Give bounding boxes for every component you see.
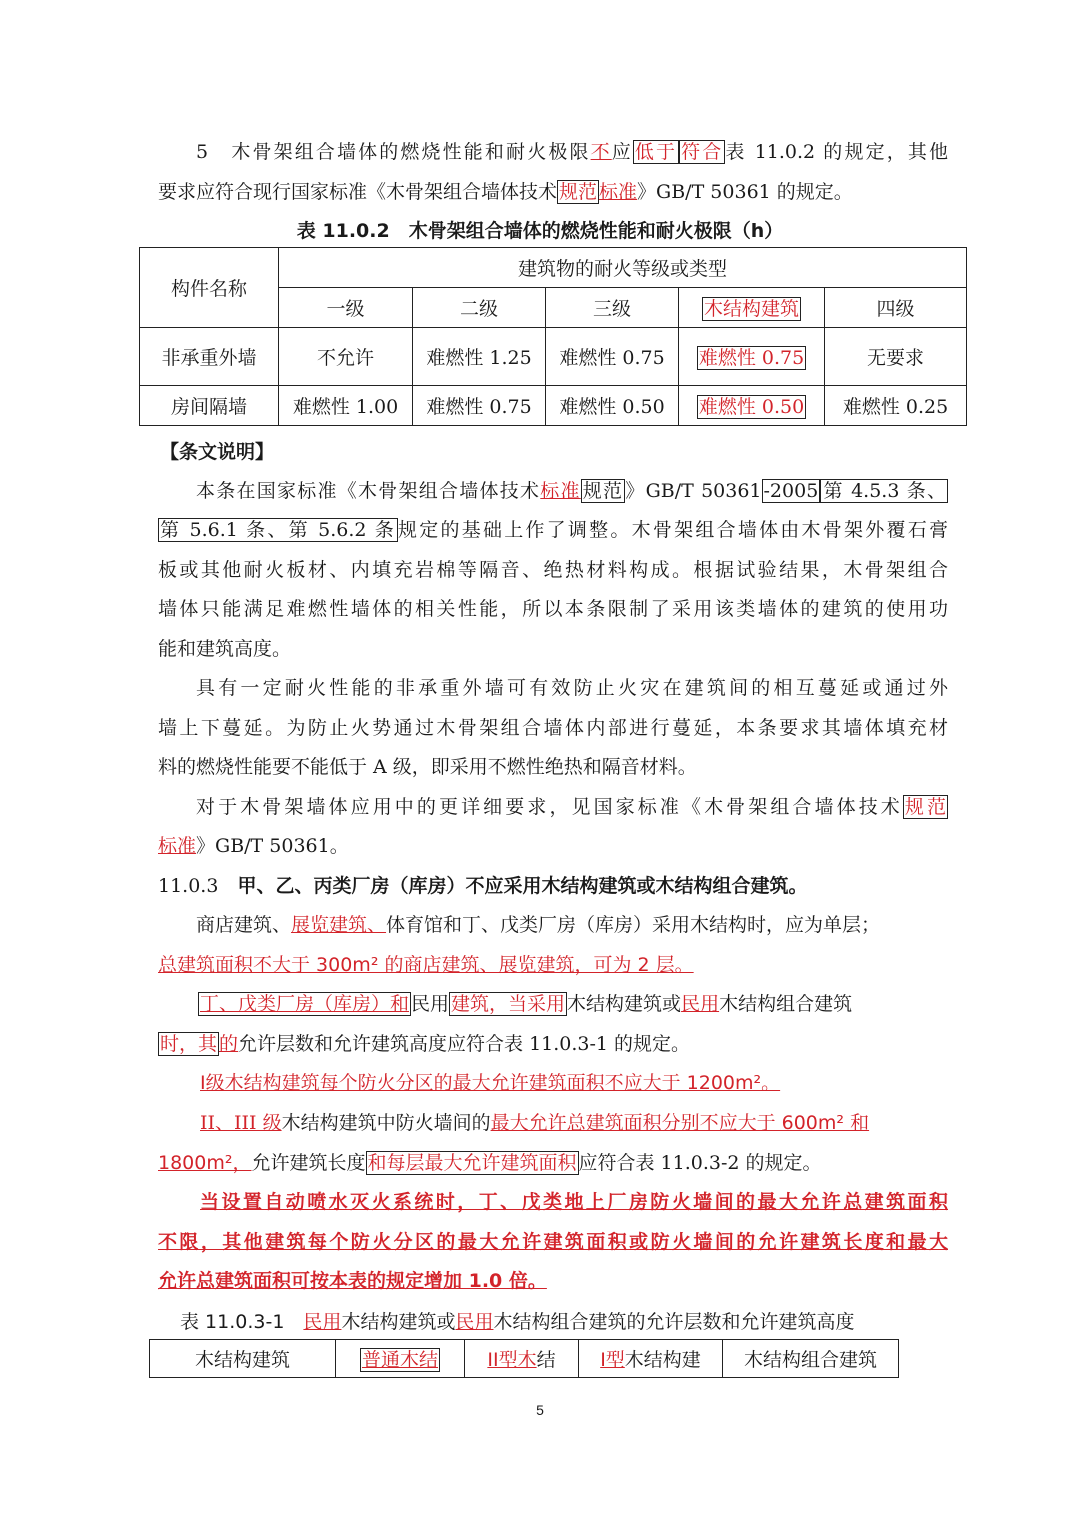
- expl-line9: 对于木骨架墙体应用中的更详细要求，见国家标准《木骨架组合墙体技术 规范: [196, 796, 946, 818]
- row-label: 非承重外墙: [140, 328, 279, 386]
- row-label: 房间隔墙: [140, 386, 279, 426]
- table-cell-highlight: 难燃性 0.50: [679, 386, 825, 426]
- column-header-highlight: 木结构建筑: [679, 288, 825, 328]
- page-number: 5: [536, 1402, 544, 1418]
- row-header-cell: 构件名称: [140, 248, 279, 328]
- boxed-inserted-text: 符合: [681, 141, 724, 163]
- table-cell: 无要求: [825, 328, 967, 386]
- clause-11-0-3-title: 11.0.3 甲、乙、丙类厂房（库房）不应采用木结构建筑或木结构组合建筑。: [158, 875, 808, 897]
- header-cell: I型木结构建: [579, 1340, 723, 1378]
- table-row: [140, 386, 967, 426]
- boxed-inserted-text: 低于: [634, 141, 678, 163]
- table-cell: 难燃性 0.25: [825, 386, 967, 426]
- header-cell: 普通木结: [336, 1340, 465, 1378]
- header-cell: 木结构组合建筑: [723, 1340, 899, 1378]
- clause-line4: 时，其 的允许层数和允许建筑高度应符合表 11.0.3-1 的规定。: [160, 1033, 691, 1055]
- clause-line9: 不限，其他建筑每个防火分区的最大允许建筑面积或防火墙间的允许建筑长度和最大: [158, 1231, 948, 1253]
- header-cell: II型木结: [465, 1340, 579, 1378]
- table-cell: 难燃性 0.75: [546, 328, 679, 386]
- table-cell: 难燃性 1.00: [279, 386, 413, 426]
- clause-line3: 丁、戊类厂房（库房）和 民用 建筑，当采用 木结构建筑或民用木结构组合建筑: [200, 993, 853, 1015]
- expl-line10: 标准》GB/T 50361。: [158, 835, 349, 857]
- table2-caption: 表 11.0.3-1 民用木结构建筑或民用木结构组合建筑的允许层数和允许建筑高度: [180, 1311, 855, 1333]
- clause-line7: 1800m²，允许建筑长度 和每层最大允许建筑面积 应符合表 11.0.3-2 的规定。: [158, 1152, 822, 1174]
- column-header: 四级: [825, 288, 967, 328]
- column-header: 二级: [413, 288, 546, 328]
- expl-line6: 具有一定耐火性能的非承重外墙可有效防止火灾在建筑间的相互蔓延或通过外: [196, 677, 948, 699]
- story-height-table: [149, 1339, 899, 1378]
- boxed-inserted-text: 规范: [559, 181, 598, 203]
- expl-line5: 能和建筑高度。: [158, 638, 292, 660]
- table-cell-highlight: 难燃性 0.75: [679, 328, 825, 386]
- expl-line8: 料的燃烧性能要不能低于 A 级，即采用不燃性绝热和隔音材料。: [158, 756, 697, 778]
- explanation-heading: 【条文说明】: [160, 441, 275, 463]
- expl-line4: 墙体只能满足难燃性墙体的相关性能，所以本条限制了采用该类墙体的建筑的使用功: [158, 598, 948, 620]
- clause-line8: 当设置自动喷水灭火系统时，丁、戊类地上厂房防火墙间的最大允许总建筑面积: [200, 1191, 948, 1213]
- header-cell: 木结构建筑: [150, 1340, 336, 1378]
- column-header: 三级: [546, 288, 679, 328]
- expl-line1: 本条在国家标准《木骨架组合墙体技术标准 规范 》GB/T 50361 -2005 第 4.5.3 条、: [196, 480, 946, 502]
- table-caption: 表 11.0.2 木骨架组合墙体的燃烧性能和耐火极限（h）: [296, 220, 784, 242]
- clause-line6: II、III 级木结构建筑中防火墙间的最大允许总建筑面积分别不应大于 600m² 和: [200, 1112, 870, 1134]
- clause-line1: 商店建筑、展览建筑、体育馆和丁、戊类厂房（库房）采用木结构时，应为单层；: [196, 914, 881, 936]
- column-header: 一级: [279, 288, 413, 328]
- expl-line2: 第 5.6.1 条、第 5.6.2 条 规定的基础上作了调整。木骨架组合墙体由木骨架外覆石膏: [160, 519, 948, 541]
- expl-line3: 板或其他耐火板材、内填充岩棉等隔音、绝热材料构成。根据试验结果，木骨架组合: [158, 559, 948, 581]
- clause-line2: 总建筑面积不大于 300m² 的商店建筑、展览建筑，可为 2 层。: [158, 954, 694, 976]
- table-cell: 难燃性 1.25: [413, 328, 546, 386]
- item5-line2: 要求应符合现行国家标准《木骨架组合墙体技术 规范 标准》GB/T 50361 的规定。: [158, 181, 853, 203]
- table-cell: 不允许: [279, 328, 413, 386]
- table-cell: 难燃性 0.75: [413, 386, 546, 426]
- clause-line10: 允许总建筑面积可按本表的规定增加 1.0 倍。: [158, 1270, 547, 1292]
- clause-line5: I级木结构建筑每个防火分区的最大允许建筑面积不应大于 1200m²。: [200, 1072, 781, 1094]
- table-cell: 难燃性 0.50: [546, 386, 679, 426]
- fire-resistance-table: [139, 247, 967, 426]
- group-header-cell: 建筑物的耐火等级或类型: [279, 248, 967, 288]
- item5-line1: 5 木骨架组合墙体的燃烧性能和耐火极限不应 低于 符合 表 11.0.2 的规定，其他: [196, 141, 948, 163]
- table-row: [140, 328, 967, 386]
- expl-line7: 墙上下蔓延。为防止火势通过木骨架组合墙体内部进行蔓延，本条要求其墙体填充材: [158, 717, 948, 739]
